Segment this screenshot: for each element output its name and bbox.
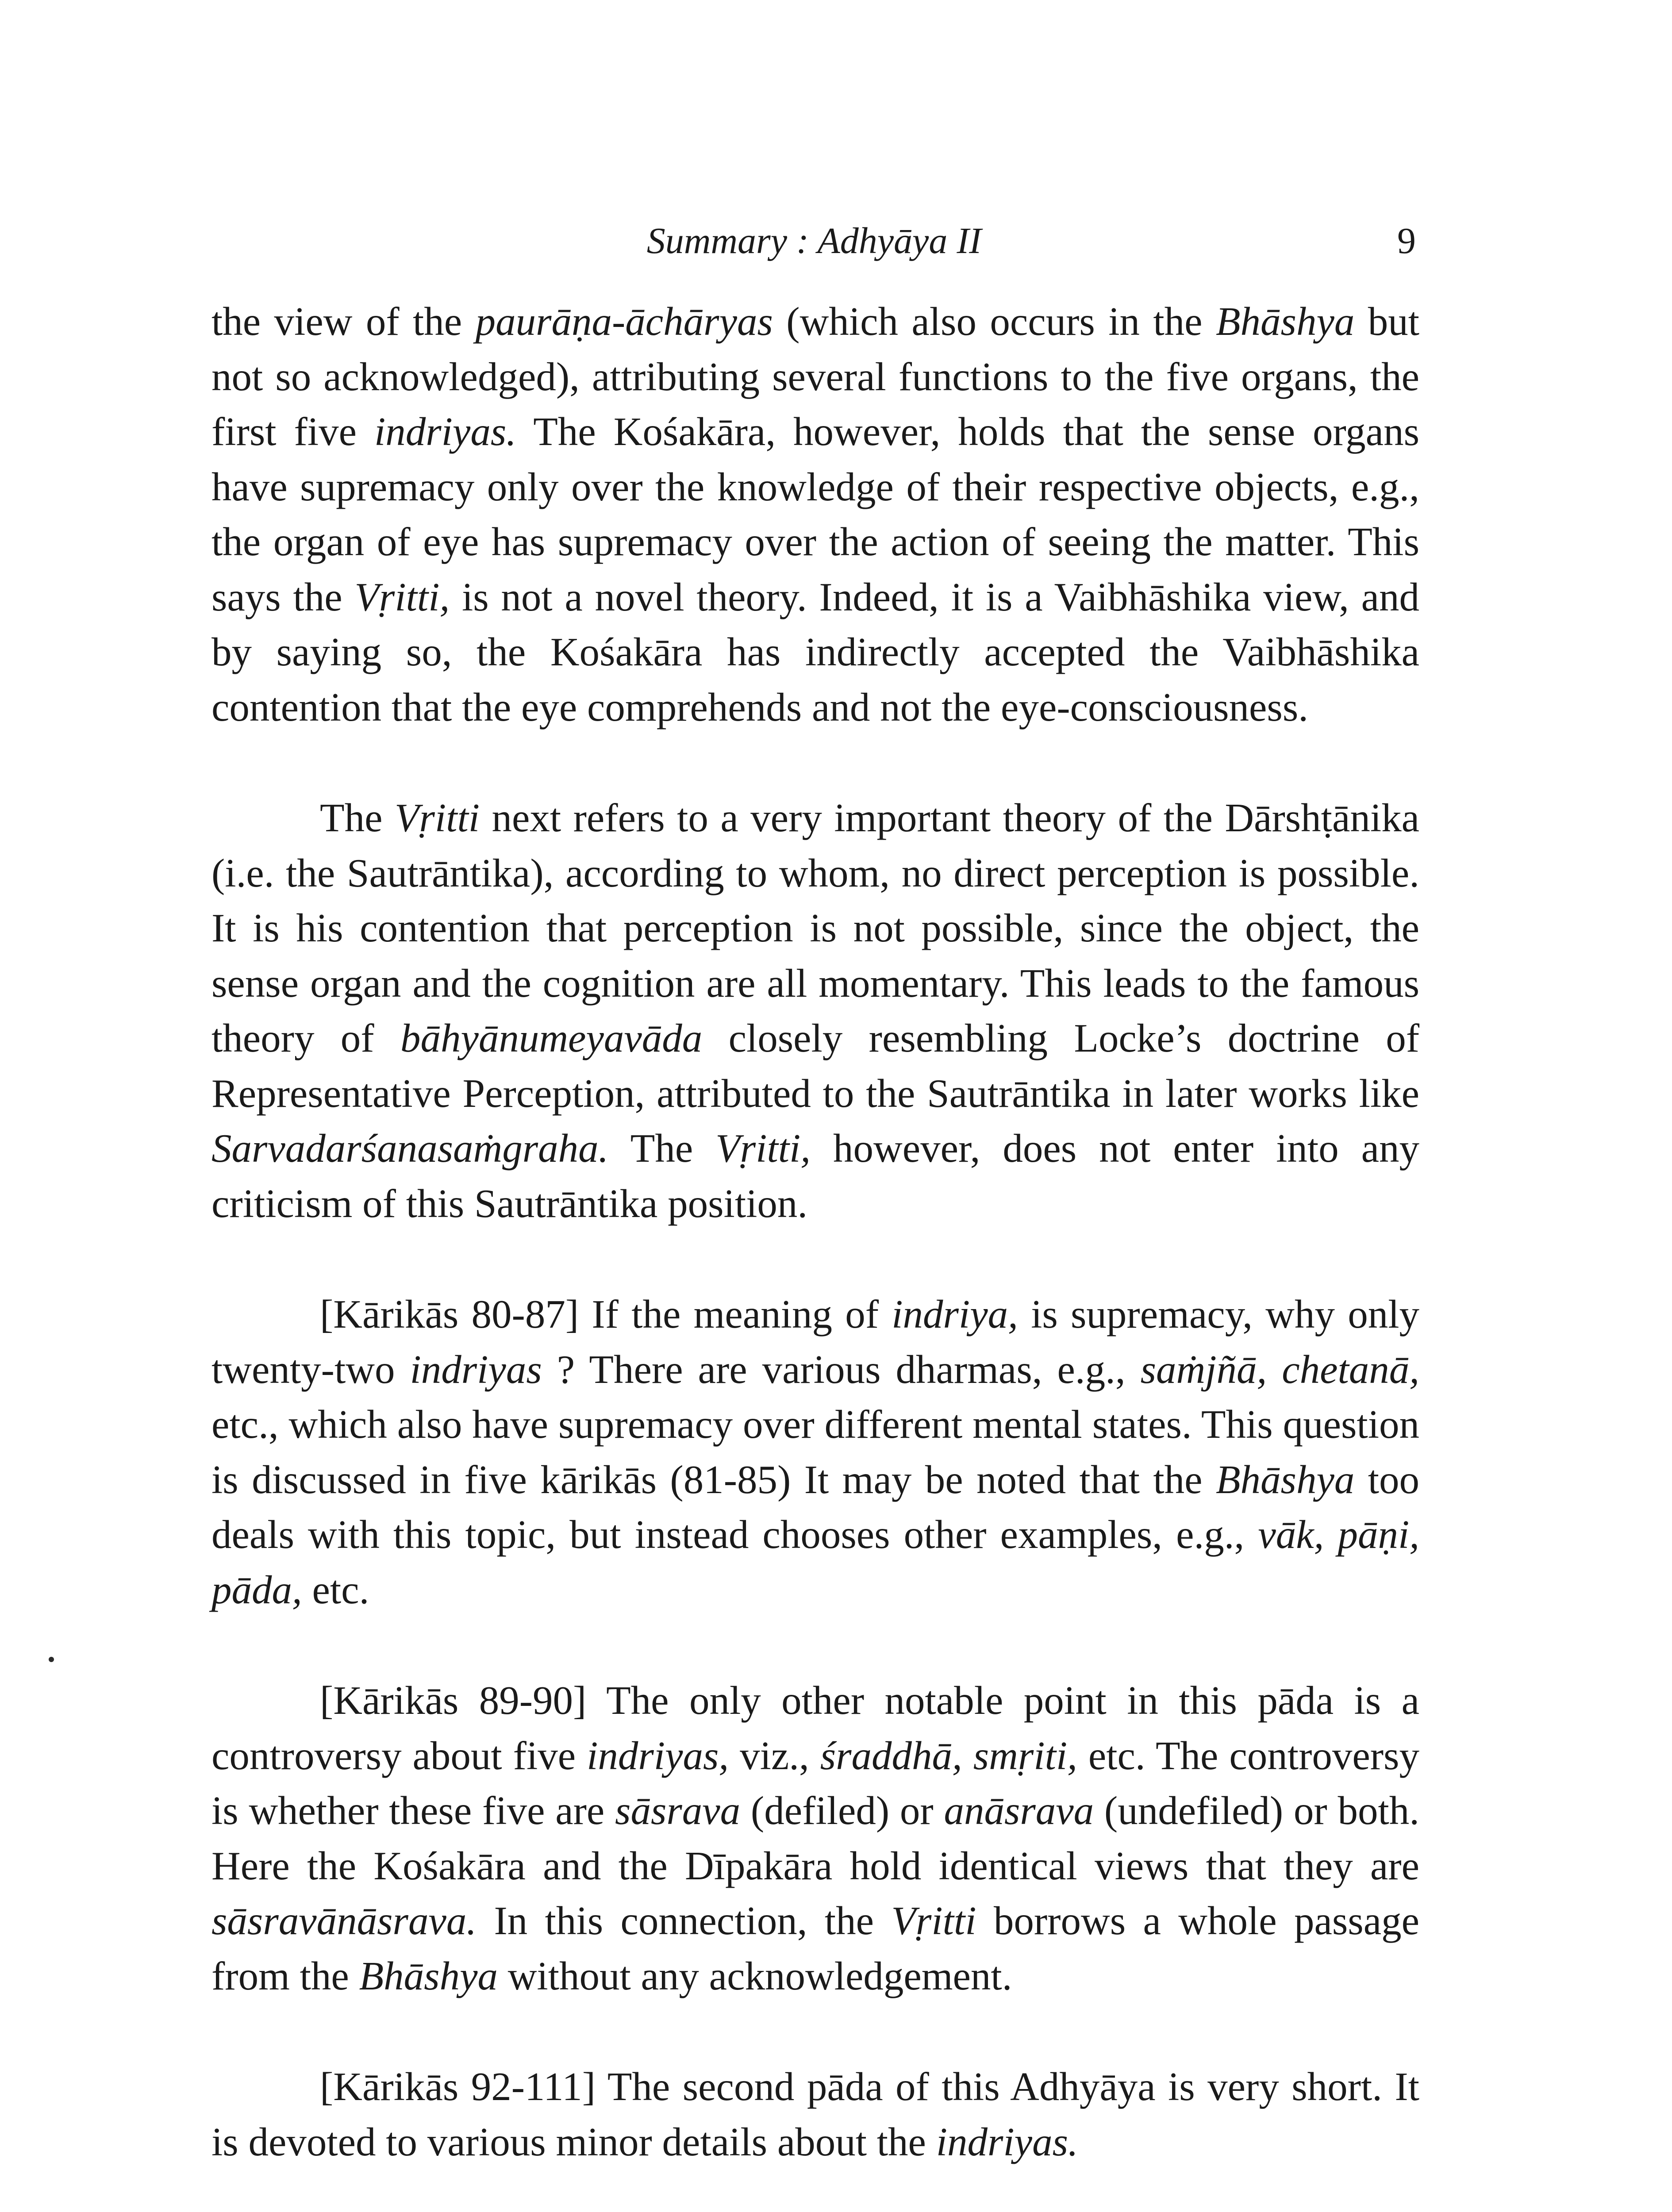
scan-speck: [49, 1657, 54, 1662]
italic-term: sāsrava: [615, 1788, 741, 1833]
italic-term: Bhāshya: [1215, 1457, 1355, 1502]
text-run: viz.,: [729, 1733, 820, 1778]
italic-term: Vṛitti: [891, 1898, 976, 1943]
page-number: 9: [1397, 220, 1416, 261]
italic-term: paurāṇa-āchāryas: [475, 299, 773, 344]
text-run: The: [320, 795, 395, 840]
text-run: next refers to a very important theory of the Dārshṭānika (i.e. the Sautrāntika), according to whom, no direct perception is possible. It is his contention that perception is not possible, since the object, the sense organ and the cognition are all momentary. This leads to the famous theory of: [211, 795, 1420, 1060]
text-run: but not so acknowledged), attributing several functions to the five organs, the first five: [211, 299, 1419, 454]
text-run: (defiled) or: [740, 1788, 944, 1833]
italic-term: indriyas.: [374, 409, 516, 454]
running-title: Summary : Adhyāya II: [646, 220, 982, 261]
text-run: The Kośakāra, however, holds that the sense organs have supremacy only over the knowledge of their respective objects, e.g., the organ of eye has supremacy over the action of seeing the matter. This says the: [211, 409, 1419, 619]
italic-term: anāsrava: [944, 1788, 1094, 1833]
text-run: The: [608, 1126, 716, 1171]
italic-term: saṁjñā, chetanā,: [1140, 1347, 1420, 1392]
text-run: [Kārikās 89-90] The only other notable point in this pāda is a controversy about five: [211, 1678, 1419, 1778]
text-run: etc.: [302, 1567, 369, 1612]
text-run: etc. The controversy is whether these five are: [211, 1733, 1419, 1833]
italic-term: Vṛitti,: [715, 1126, 811, 1171]
body-text: [211, 294, 1419, 2212]
italic-term: sāsravānāsrava.: [211, 1898, 477, 1943]
text-run: [Kārikās 80-87] If the meaning of: [320, 1292, 892, 1336]
text-run: closely resembling Locke’s doctrine of Representative Perception, attributed to the Sautrāntika in later works like: [211, 1016, 1420, 1116]
text-run: borrows a whole passage from the: [211, 1898, 1419, 1998]
text-run: too deals with this topic, but instead chooses other examples, e.g.,: [211, 1457, 1419, 1557]
italic-term: bāhyānumeyavāda: [400, 1016, 703, 1060]
text-run: is supremacy, why only twenty-two: [211, 1292, 1419, 1392]
italic-term: Bhāshya: [1215, 299, 1355, 344]
italic-term: Vṛitti,: [354, 574, 450, 619]
italic-term: Sarvadarśanasaṁgraha.: [211, 1126, 609, 1171]
text-run: is not a novel theory. Indeed, it is a Vaibhāshika view, and by saying so, the Kośakāra has indirectly accepted the Vaibhāshika contention that the eye comprehends and not the eye-consciousness.: [211, 574, 1420, 730]
italic-term: indriya,: [892, 1292, 1018, 1336]
italic-term: indriyas.: [936, 2119, 1078, 2164]
text-run: In this connection, the: [477, 1898, 892, 1943]
italic-term: indriyas,: [587, 1733, 729, 1778]
text-run: (which also occurs in the: [773, 299, 1216, 344]
text-run: ? There are various dharmas, e.g.,: [542, 1347, 1141, 1392]
italic-term: śraddhā, smṛiti,: [820, 1733, 1077, 1778]
italic-term: Bhāshya: [359, 1953, 498, 1998]
italic-term: Vṛitti: [394, 795, 480, 840]
text-run: however, does not enter into any criticism of this Sautrāntika position.: [211, 1126, 1419, 1226]
paragraph-5: [211, 2059, 1419, 2170]
text-run: etc., which also have supremacy over different mental states. This question is discussed in five kārikās (81-85) It may be noted that the: [211, 1402, 1419, 1502]
italic-term: indriyas: [410, 1347, 542, 1392]
running-head: [212, 217, 1416, 265]
paragraph-4: [211, 1673, 1419, 2004]
italic-term: vāk, pāṇi, pāda,: [211, 1512, 1419, 1612]
paragraph-1: [211, 294, 1419, 735]
text-run: without any acknowledgement.: [497, 1953, 1012, 1998]
text-run: (undefiled) or both. Here the Kośakāra and the Dīpakāra hold identical views that they are: [211, 1788, 1420, 1888]
text-run: [Kārikās 92-111] The second pāda of this Adhyāya is very short. It is devoted to various minor details about the: [211, 2064, 1419, 2164]
paragraph-2: [211, 791, 1419, 1231]
paragraph-3: [211, 1287, 1419, 1617]
text-run: the view of the: [211, 299, 476, 344]
